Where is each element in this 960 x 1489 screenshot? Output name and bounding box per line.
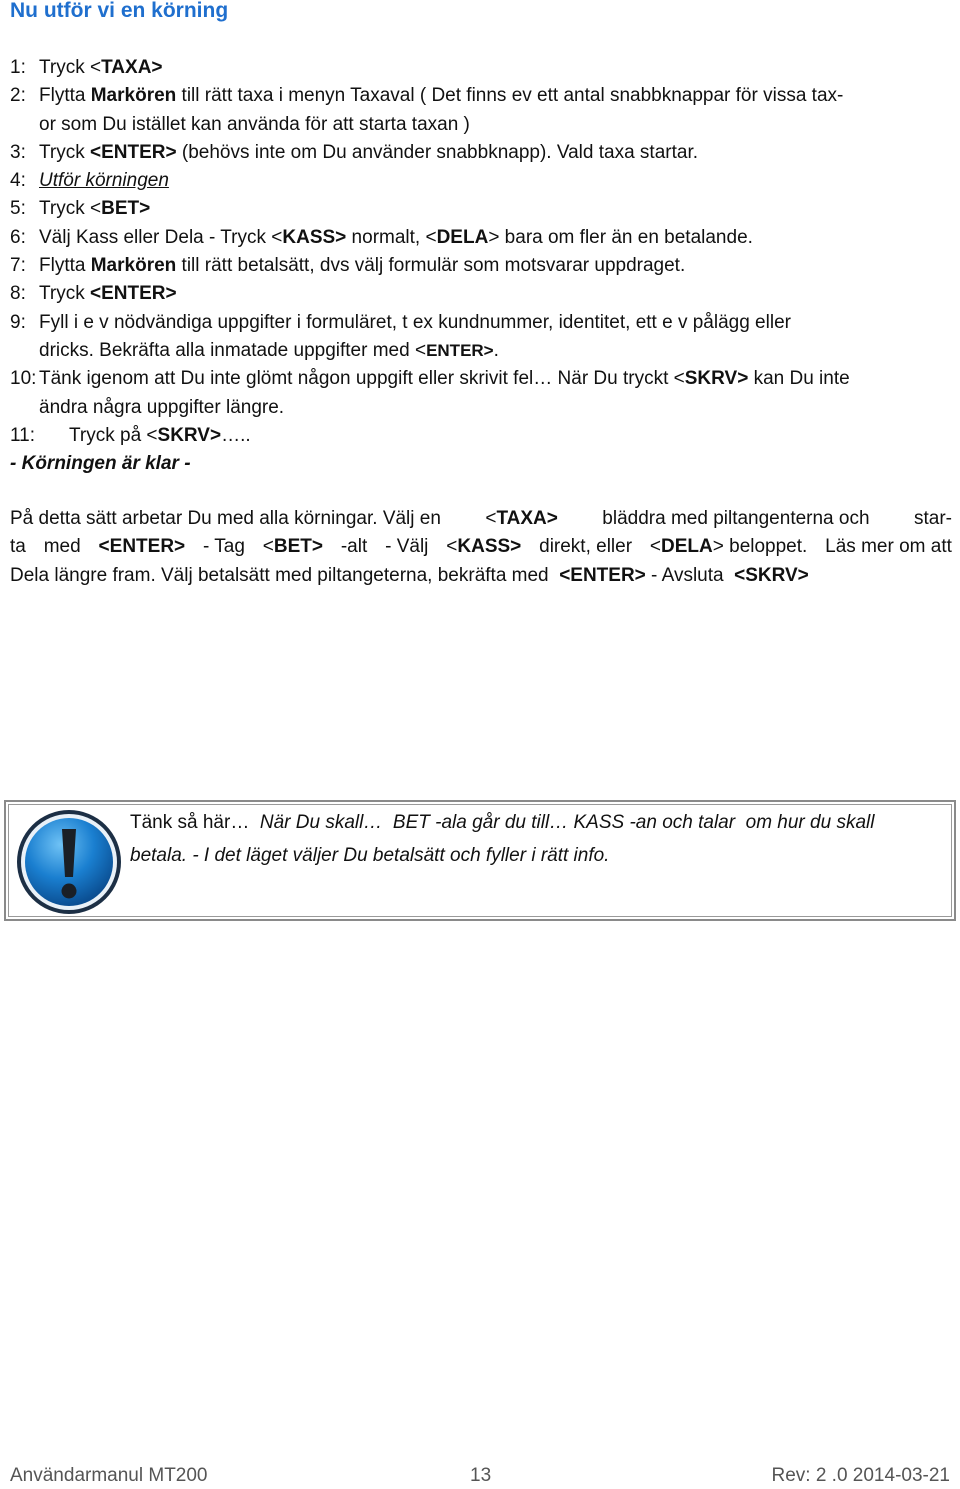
summary-text: > beloppet. (712, 536, 808, 558)
bold-markoren: Markören (90, 85, 177, 107)
footer-page-number: 13 (470, 1465, 492, 1486)
step-2 (10, 82, 955, 110)
key-taxa: TAXA> (496, 508, 558, 529)
step-9 (10, 309, 955, 337)
summary-line-1 (10, 505, 952, 533)
step-2-continuation: or som Du istället kan använda för att starta taxan ) (39, 113, 470, 135)
step-1 (10, 54, 955, 82)
step-text: ….. (221, 424, 251, 446)
step-text: Tryck < (39, 57, 102, 78)
step-8 (10, 280, 955, 308)
step-text: Flytta (39, 255, 91, 277)
step-7 (10, 252, 955, 280)
step-text: > bara om fler än en betalande. (488, 226, 753, 248)
step-text: (behövs inte om Du använder snabbknapp). Vald taxa startar. (176, 141, 699, 163)
key-dela: DELA (436, 226, 489, 248)
step-9-continuation (10, 337, 955, 365)
step-text: Flytta (39, 85, 91, 107)
summary-text: direkt, eller (539, 536, 633, 558)
summary-line-3 (10, 562, 952, 590)
step-text: Tryck (39, 283, 91, 305)
summary-text: Dela längre fram. Välj betalsätt med piltangeterna, bekräfta med (10, 564, 560, 586)
step-text: Tänk igenom att Du inte glömt någon uppgift eller skrivit fel… När Du tryckt < (39, 368, 685, 390)
summary-line-2 (10, 533, 952, 561)
summary-text: ta (10, 536, 26, 558)
key-taxa: TAXA> (101, 57, 163, 78)
key-enter: ENTER> (426, 340, 494, 360)
step-number: 4: (10, 170, 26, 192)
tip-italic: När Du skall… BET -ala går du till… KASS -an och talar om hur du skall (254, 812, 875, 833)
key-kass: KASS> (457, 536, 522, 558)
step-text: dricks. Bekräfta alla inmatade uppgifter med < (39, 339, 427, 361)
step-number: 5: (10, 198, 26, 220)
summary-text: -alt (340, 536, 368, 558)
key-skrv: SKRV> (684, 368, 749, 390)
summary-text: bläddra med piltangenterna och (602, 508, 870, 529)
tip-text (130, 806, 952, 872)
step-text: Välj Kass eller Dela - Tryck < (39, 226, 283, 248)
summary-text: med (43, 536, 81, 558)
key-bet: BET> (273, 536, 323, 558)
summary-paragraph (10, 505, 952, 590)
summary-text: Läs mer om att (825, 536, 952, 558)
step-number: 8: (10, 283, 26, 305)
key-bet: BET> (101, 198, 151, 220)
step-text: Fyll i e v nödvändiga uppgifter i formuläret, t ex kundnummer, identitet, ett e v pålägg eller (39, 311, 791, 333)
step-6 (10, 224, 955, 252)
step-text: . (493, 339, 499, 361)
key-kass: KASS> (282, 226, 347, 248)
key-skrv: SKRV> (157, 424, 222, 446)
key-enter: <ENTER> (90, 141, 177, 163)
summary-text: - Välj (385, 536, 429, 558)
page-title: Nu utför vi en körning (10, 0, 229, 22)
run-complete-note: - Körningen är klar - (10, 453, 191, 475)
step-text: till rätt taxa i menyn Taxaval ( Det finns ev ett antal snabbknappar för vissa tax- (176, 85, 844, 107)
summary-text: star- (913, 508, 952, 529)
step-4 (10, 167, 955, 195)
step-number: 9: (10, 311, 26, 333)
step-number: 7: (10, 255, 26, 277)
step-10 (10, 365, 955, 393)
step-text: kan Du inte (748, 368, 850, 390)
tip-box (4, 800, 956, 921)
key-enter: <ENTER> (90, 283, 177, 305)
step-10-continuation: ändra några uppgifter längre. (39, 396, 285, 418)
exclamation-icon (14, 807, 124, 917)
summary-text: - Avsluta (645, 564, 735, 586)
key-enter: <ENTER> (98, 536, 186, 558)
step-number: 6: (10, 226, 26, 248)
tip-lead: Tänk så här… (130, 812, 255, 833)
step-text: Tryck (39, 141, 91, 163)
perform-run-link[interactable]: Utför körningen (39, 170, 169, 192)
summary-text: < (649, 536, 662, 558)
step-text: normalt, < (346, 226, 437, 248)
footer-manual-name: Användarmanul MT200 (10, 1465, 208, 1486)
key-enter: <ENTER> (559, 564, 646, 586)
summary-text: På detta sätt arbetar Du med alla körningar. Välj en (10, 508, 441, 529)
step-text: Tryck på < (69, 424, 158, 446)
steps-list (10, 54, 955, 478)
step-5 (10, 195, 955, 223)
step-3 (10, 139, 955, 167)
step-number: 3: (10, 141, 26, 163)
summary-text: < (485, 508, 497, 529)
summary-text: < (446, 536, 458, 558)
step-number: 10: (10, 368, 37, 390)
step-number: 2: (10, 85, 26, 107)
step-11 (10, 422, 955, 450)
bold-markoren: Markören (90, 255, 177, 277)
step-text: till rätt betalsätt, dvs välj formulär som motsvarar uppdraget. (176, 255, 686, 277)
step-number: 11: (10, 424, 36, 446)
footer-revision: Rev: 2 .0 2014-03-21 (771, 1465, 950, 1486)
summary-text: - Tag (203, 536, 245, 558)
tip-italic: betala. - I det läget väljer Du betalsätt och fyller i rätt info. (130, 845, 610, 866)
summary-text: < (262, 536, 274, 558)
step-text: Tryck < (39, 198, 102, 220)
key-skrv: <SKRV> (734, 564, 809, 586)
step-number: 1: (10, 57, 26, 78)
key-dela: DELA (661, 536, 713, 558)
